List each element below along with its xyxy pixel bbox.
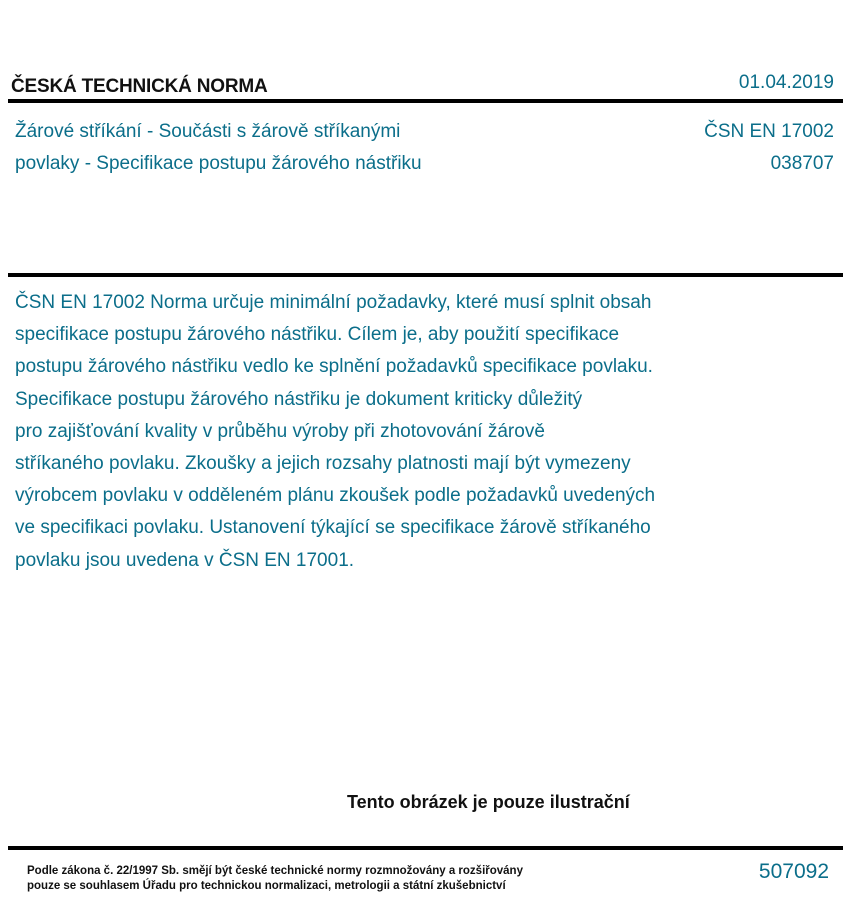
standard-identifiers bbox=[704, 116, 834, 180]
standard-number: ČSN EN 17002 bbox=[704, 121, 834, 142]
legal-notice-line: Podle zákona č. 22/1997 Sb. smějí být české technické normy rozmnožovány a rozšiřovány bbox=[27, 865, 523, 877]
abstract-line: stříkaného povlaku. Zkoušky a jejich rozsahy platnosti mají být vymezeny bbox=[15, 453, 631, 475]
abstract-line: výrobcem povlaku v odděleném plánu zkoušek podle požadavků uvedených bbox=[15, 485, 656, 507]
abstract-line: ve specifikaci povlaku. Ustanovení týkající se specifikace žárově stříkaného bbox=[15, 517, 651, 539]
catalog-number: 507092 bbox=[758, 860, 829, 883]
illustration-disclaimer: Tento obrázek je pouze ilustrační bbox=[347, 792, 630, 812]
abstract-line: specifikace postupu žárového nástřiku. Cílem je, aby použití specifikace bbox=[15, 324, 620, 346]
legal-notice bbox=[27, 864, 523, 894]
publication-date: 01.04.2019 bbox=[738, 72, 834, 93]
title-divider bbox=[8, 273, 843, 277]
legal-notice-line: pouze se souhlasem Úřadu pro technickou normalizaci, metrologii a státní zkušebnictví bbox=[27, 880, 506, 892]
classification-code: 038707 bbox=[770, 153, 834, 174]
standard-title bbox=[15, 116, 422, 180]
abstract-line: povlaku jsou uvedena v ČSN EN 17001. bbox=[15, 549, 355, 571]
abstract-text bbox=[15, 287, 775, 577]
header-divider bbox=[8, 99, 843, 103]
abstract-line: postupu žárového nástřiku vedlo ke splnění požadavků specifikace povlaku. bbox=[15, 356, 653, 378]
document-type-heading: ČESKÁ TECHNICKÁ NORMA bbox=[11, 76, 268, 97]
footer-divider bbox=[8, 846, 843, 850]
abstract-line: ČSN EN 17002 Norma určuje minimální požadavky, které musí splnit obsah bbox=[15, 292, 652, 313]
abstract-line: pro zajišťování kvality v průběhu výroby při zhotovování žárově bbox=[15, 420, 545, 442]
abstract-line: Specifikace postupu žárového nástřiku je dokument kriticky důležitý bbox=[15, 388, 583, 410]
standard-title-line: Žárové stříkání - Součásti s žárově stříkanými bbox=[15, 121, 401, 142]
standard-title-line: povlaky - Specifikace postupu žárového nástřiku bbox=[15, 153, 422, 174]
